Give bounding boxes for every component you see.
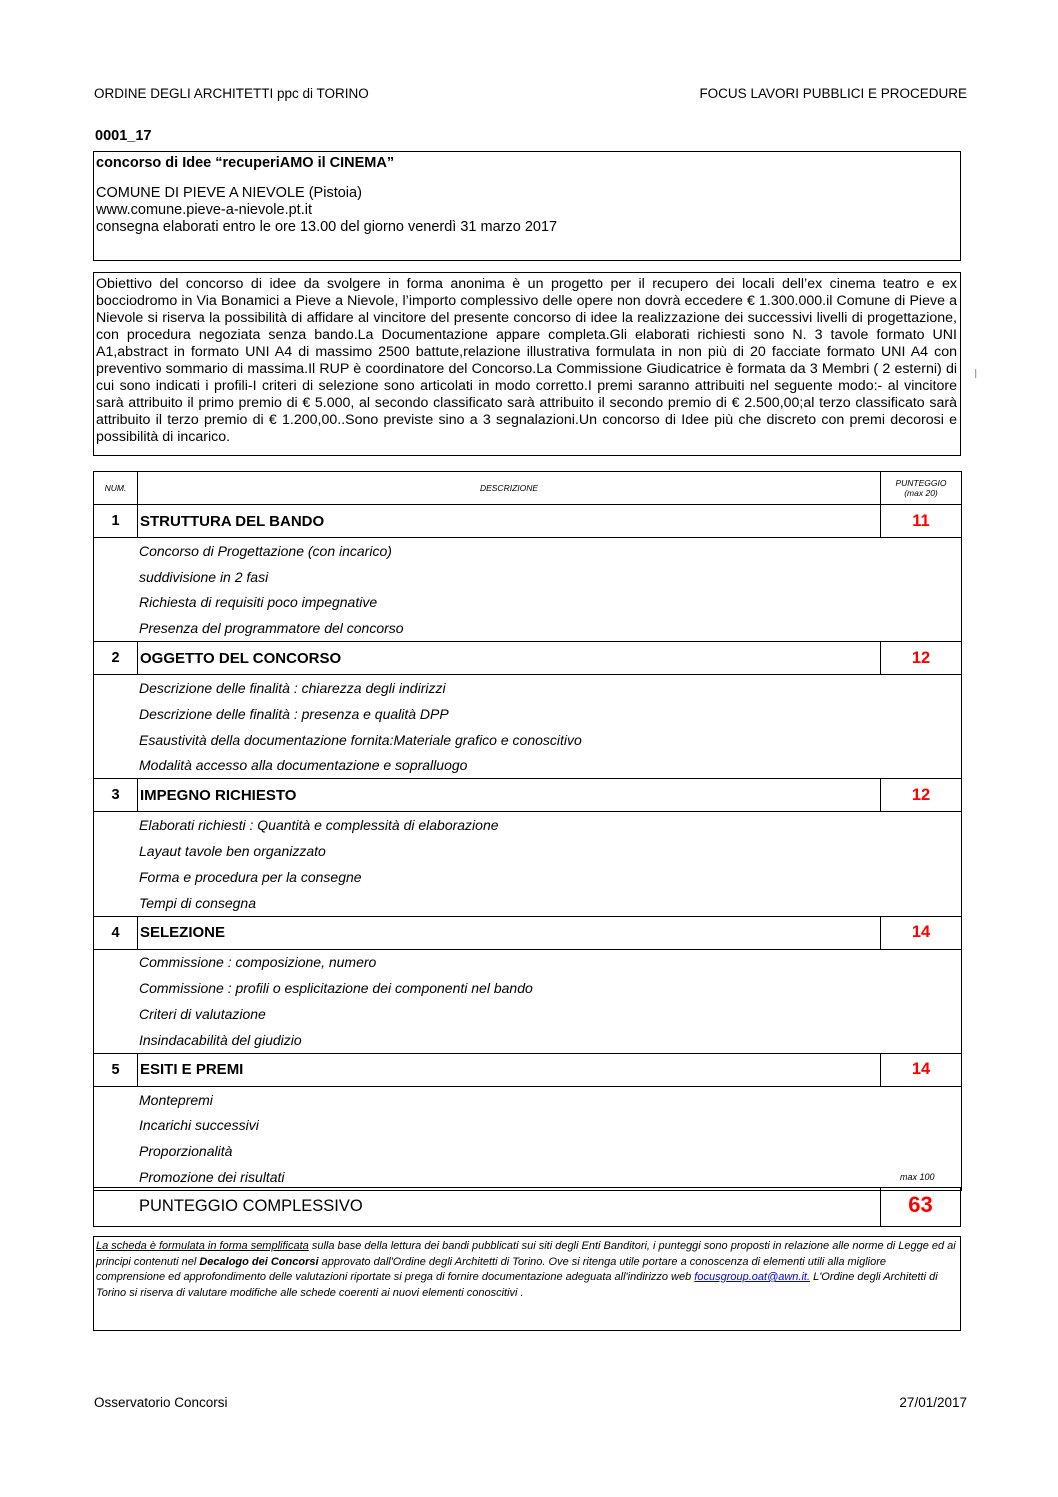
- footer-date: 27/01/2017: [899, 1395, 967, 1410]
- criterion-row: [94, 1001, 962, 1027]
- competition-description: Obiettivo del concorso di idee da svolgere in forma anonima è un progetto per il recupero dei locali dell’ex cinema teatro e ex bocciodromo in Via Bonamici a Pieve a Nievole, l’importo complessivo delle opere non dovrà eccedere € 1.300.000.il Comune di Pieve a Nievole si riserva la possibilità di affidare al vincitore del presente concorso di idee la realizzazione dei successivi livelli di progettazione, con procedura negoziata senza bando.La Documentazione appare completa.Gli elaborati richiesti sono N. 3 tavole formato UNI A1,abstract in formato UNI A4 di massimo 2500 battute,relazione illustrativa formulata in non più di 20 facciate formato UNI A4 con preventivo sommario di massima.Il RUP è coordinatore del Concorso.La Commissione Giudicatrice è formata da 3 Membri ( 2 esterni) di cui sono indicati i profili-I criteri di selezione sono articolati in modo corretto.I premi saranno attribuiti nel seguente modo:- al vincitore sarà attribuito il primo premio di € 5.000, al secondo classificato sarà attribuito il secondo premio di € 2.500,00;al terzo classificato sarà attribuito il terzo premio di € 1.200,00..Sono previste sino a 3 segnalazioni.Un concorso di Idee più che discreto con premi decorosi e possibilità di incarico.: [93, 272, 961, 456]
- section-row: [94, 642, 962, 675]
- criterion-label: Criteri di valutazione: [94, 1001, 962, 1027]
- section-number: 1: [94, 505, 138, 538]
- criterion-row: [94, 1027, 962, 1053]
- criterion-label: Proporzionalità: [94, 1138, 962, 1164]
- criterion-row: [94, 812, 962, 838]
- criterion-row: [94, 564, 962, 590]
- competition-entity: COMUNE DI PIEVE A NIEVOLE (Pistoia): [96, 185, 362, 201]
- header-section: FOCUS LAVORI PUBBLICI E PROCEDURE: [699, 86, 967, 101]
- footer-observatory: Osservatorio Concorsi: [94, 1395, 228, 1410]
- section-score: 11: [881, 505, 962, 538]
- criterion-label: Tempi di consegna: [94, 890, 962, 916]
- score-table-header: [94, 472, 962, 505]
- column-header-score-label: PUNTEGGIO: [895, 478, 947, 488]
- section-title: STRUTTURA DEL BANDO: [138, 505, 881, 538]
- criterion-label: Insindacabilità del giudizio: [94, 1027, 962, 1053]
- criterion-label: Commissione : profili o esplicitazione dei componenti nel bando: [94, 975, 962, 1001]
- total-max-label: max 100: [900, 1172, 935, 1182]
- section-score: 12: [881, 642, 962, 675]
- criterion-row: [94, 615, 962, 641]
- criterion-label: Commissione : composizione, numero: [94, 949, 962, 975]
- section-row: [94, 916, 962, 949]
- column-header-score-max: (max 20): [904, 488, 938, 498]
- section-title: OGGETTO DEL CONCORSO: [138, 642, 881, 675]
- criterion-label: Elaborati richiesti : Quantità e complessità di elaborazione: [94, 812, 962, 838]
- record-code: 0001_17: [95, 128, 152, 144]
- criterion-row: [94, 1138, 962, 1164]
- criterion-label: Esaustività della documentazione fornita:Materiale grafico e conoscitivo: [94, 727, 962, 753]
- competition-info-box: [93, 151, 961, 261]
- section-number: 5: [94, 1053, 138, 1086]
- total-score: 63: [908, 1192, 933, 1217]
- criterion-label: Descrizione delle finalità : chiarezza degli indirizzi: [94, 675, 962, 701]
- column-header-description: DESCRIZIONE: [138, 472, 881, 505]
- section-row: [94, 505, 962, 538]
- criterion-row: [94, 701, 962, 727]
- section-number: 2: [94, 642, 138, 675]
- criterion-row: [94, 864, 962, 890]
- criterion-label: Modalità accesso alla documentazione e sopralluogo: [94, 753, 962, 779]
- note-text-3: L'Ordine degli Architetti di Torino si riserva di valutare modifiche alle schede coerenti ai nuovi elementi conoscitivi .: [96, 1271, 938, 1299]
- disclaimer-note: [93, 1236, 961, 1331]
- note-email-link[interactable]: focusgroup.oat@awn.it.: [694, 1271, 811, 1283]
- criterion-label: Presenza del programmatore del concorso: [94, 615, 962, 641]
- criterion-label: Montepremi: [94, 1086, 962, 1112]
- criterion-row: [94, 590, 962, 616]
- criterion-label: suddivisione in 2 fasi: [94, 564, 962, 590]
- section-title: SELEZIONE: [138, 916, 881, 949]
- header-organization: ORDINE DEGLI ARCHITETTI ppc di TORINO: [94, 86, 369, 101]
- criterion-label: Concorso di Progettazione (con incarico): [94, 538, 962, 564]
- criterion-label: Promozione dei risultati: [94, 1164, 962, 1190]
- section-title: ESITI E PREMI: [138, 1053, 881, 1086]
- competition-title: concorso di Idee “recuperiAMO il CINEMA”: [96, 155, 395, 171]
- criterion-row: [94, 949, 962, 975]
- criterion-label: Layaut tavole ben organizzato: [94, 838, 962, 864]
- total-label: PUNTEGGIO COMPLESSIVO: [139, 1197, 363, 1215]
- criterion-label: Incarichi successivi: [94, 1113, 962, 1139]
- criterion-row: [94, 890, 962, 916]
- criterion-row: [94, 727, 962, 753]
- section-score: 14: [881, 916, 962, 949]
- section-score: 12: [881, 779, 962, 812]
- criterion-row: [94, 975, 962, 1001]
- section-number: 3: [94, 779, 138, 812]
- note-text-1: sulla base della lettura dei bandi pubblicati sui siti degli Enti Banditori, i punteggi sono proposti in relazione alle norme di Legge ed ai principi contenuti nel: [96, 1240, 956, 1268]
- criterion-row: [94, 538, 962, 564]
- score-table: [93, 471, 962, 1191]
- criterion-label: Forma e procedura per la consegne: [94, 864, 962, 890]
- competition-deadline: consegna elaborati entro le ore 13.00 del giorno venerdì 31 marzo 2017: [96, 219, 558, 235]
- criterion-row: [94, 753, 962, 779]
- criterion-row: [94, 838, 962, 864]
- section-row: [94, 1053, 962, 1086]
- section-title: IMPEGNO RICHIESTO: [138, 779, 881, 812]
- margin-mark: ❘: [972, 368, 980, 378]
- column-header-num: NUM.: [94, 472, 138, 505]
- section-row: [94, 779, 962, 812]
- competition-website[interactable]: www.comune.pieve-a-nievole.pt.it: [96, 202, 312, 218]
- criterion-row: [94, 1086, 962, 1112]
- note-intro: La scheda è formulata in forma semplificata: [96, 1240, 309, 1252]
- column-header-score: [881, 472, 962, 505]
- section-number: 4: [94, 916, 138, 949]
- note-decalogo: Decalogo dei Concorsi: [199, 1255, 319, 1268]
- criterion-label: Richiesta di requisiti poco impegnative: [94, 590, 962, 616]
- section-score: 14: [881, 1053, 962, 1086]
- criterion-label: Descrizione delle finalità : presenza e qualità DPP: [94, 701, 962, 727]
- criterion-row: [94, 1113, 962, 1139]
- note-text-2: approvato dall'Ordine degli Architetti di Torino. Ove si ritenga utile portare a conoscenza di elementi utili alla migliore comprensione ed approfondimento delle valutazioni riportate si prega di fornire documentazione adeguata all'indirizzo web: [96, 1255, 887, 1283]
- criterion-row: [94, 675, 962, 701]
